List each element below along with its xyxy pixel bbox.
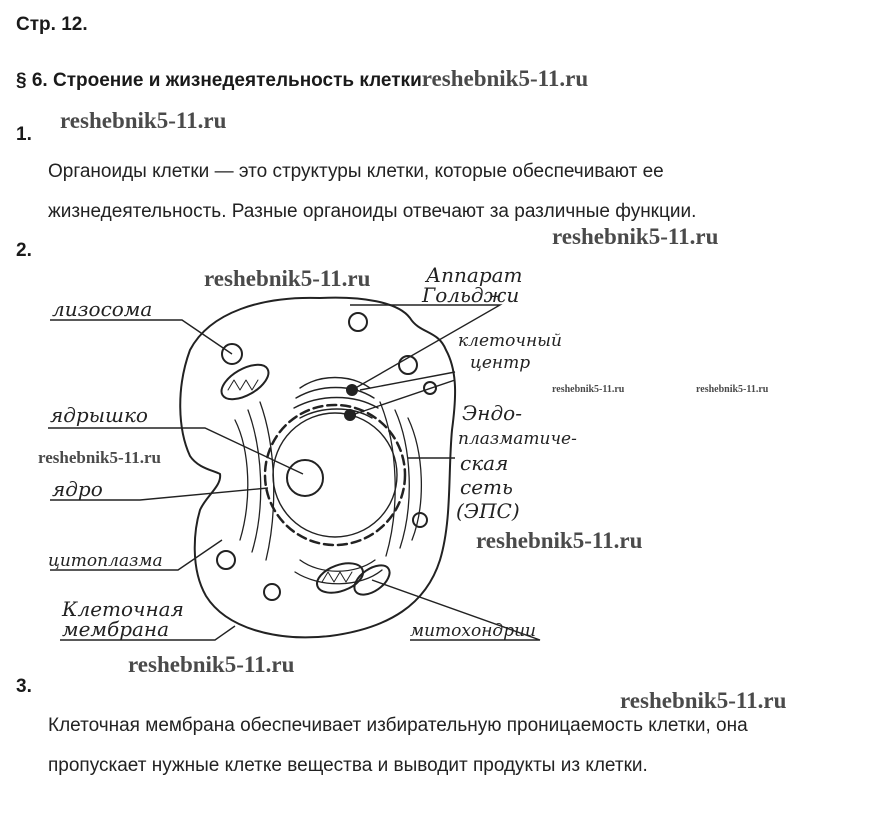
task-1-number: 1.: [16, 124, 32, 145]
label-er: сеть: [460, 475, 513, 499]
watermark: reshebnik5-11.ru: [60, 108, 227, 133]
nucleus-inner: [273, 413, 397, 537]
watermark: reshebnik5-11.ru: [204, 266, 371, 291]
task-1-line-2: жизнедеятельность. Разные органоиды отвечают за различные функции.: [48, 201, 697, 222]
label-centriole: центр: [470, 353, 531, 373]
label-er: плазматиче-: [458, 429, 577, 449]
watermark: reshebnik5-11.ru: [552, 224, 719, 249]
task-3-line-2: пропускает нужные клетке вещества и выводит продукты из клетки.: [48, 755, 648, 776]
label-golgi: Аппарат: [426, 263, 523, 287]
label-er: ская: [460, 451, 509, 475]
task-3-text: [48, 706, 748, 786]
nucleolus: [287, 460, 323, 496]
label-nucleus: ядро: [52, 477, 103, 501]
label-centriole: клеточный: [458, 331, 562, 351]
watermark: reshebnik5-11.ru: [421, 66, 589, 91]
watermark: reshebnik5-11.ru: [552, 384, 625, 395]
watermark: reshebnik5-11.ru: [38, 448, 161, 467]
label-er: (ЭПС): [456, 499, 520, 523]
task-1-line-1: Органоиды клетки — это структуры клетки, которые обеспечивают ее: [48, 161, 664, 182]
section-title-text: § 6. Строение и жизнедеятельность клетки: [16, 70, 422, 91]
task-3-number: 3.: [16, 676, 32, 697]
label-nucleolus: ядрышко: [50, 403, 148, 427]
label-golgi: Гольджи: [422, 283, 520, 307]
label-membrane: мембрана: [62, 617, 170, 641]
watermark: reshebnik5-11.ru: [620, 688, 787, 713]
label-cytoplasm: цитоплазма: [48, 551, 163, 571]
page-label: Стр. 12.: [16, 14, 88, 35]
watermark: reshebnik5-11.ru: [696, 384, 769, 395]
task-3-line-1: Клеточная мембрана обеспечивает избирательную проницаемость клетки, она: [48, 715, 748, 736]
watermark: reshebnik5-11.ru: [128, 652, 295, 677]
label-membrane: Клеточная: [62, 597, 184, 621]
label-lysosome: лизосома: [52, 297, 153, 321]
nucleus: [265, 405, 405, 545]
label-er: Эндо-: [462, 401, 522, 425]
task-2-number: 2.: [16, 240, 32, 261]
watermark: reshebnik5-11.ru: [476, 528, 643, 553]
label-mitochondria: митохондрии: [410, 621, 536, 641]
